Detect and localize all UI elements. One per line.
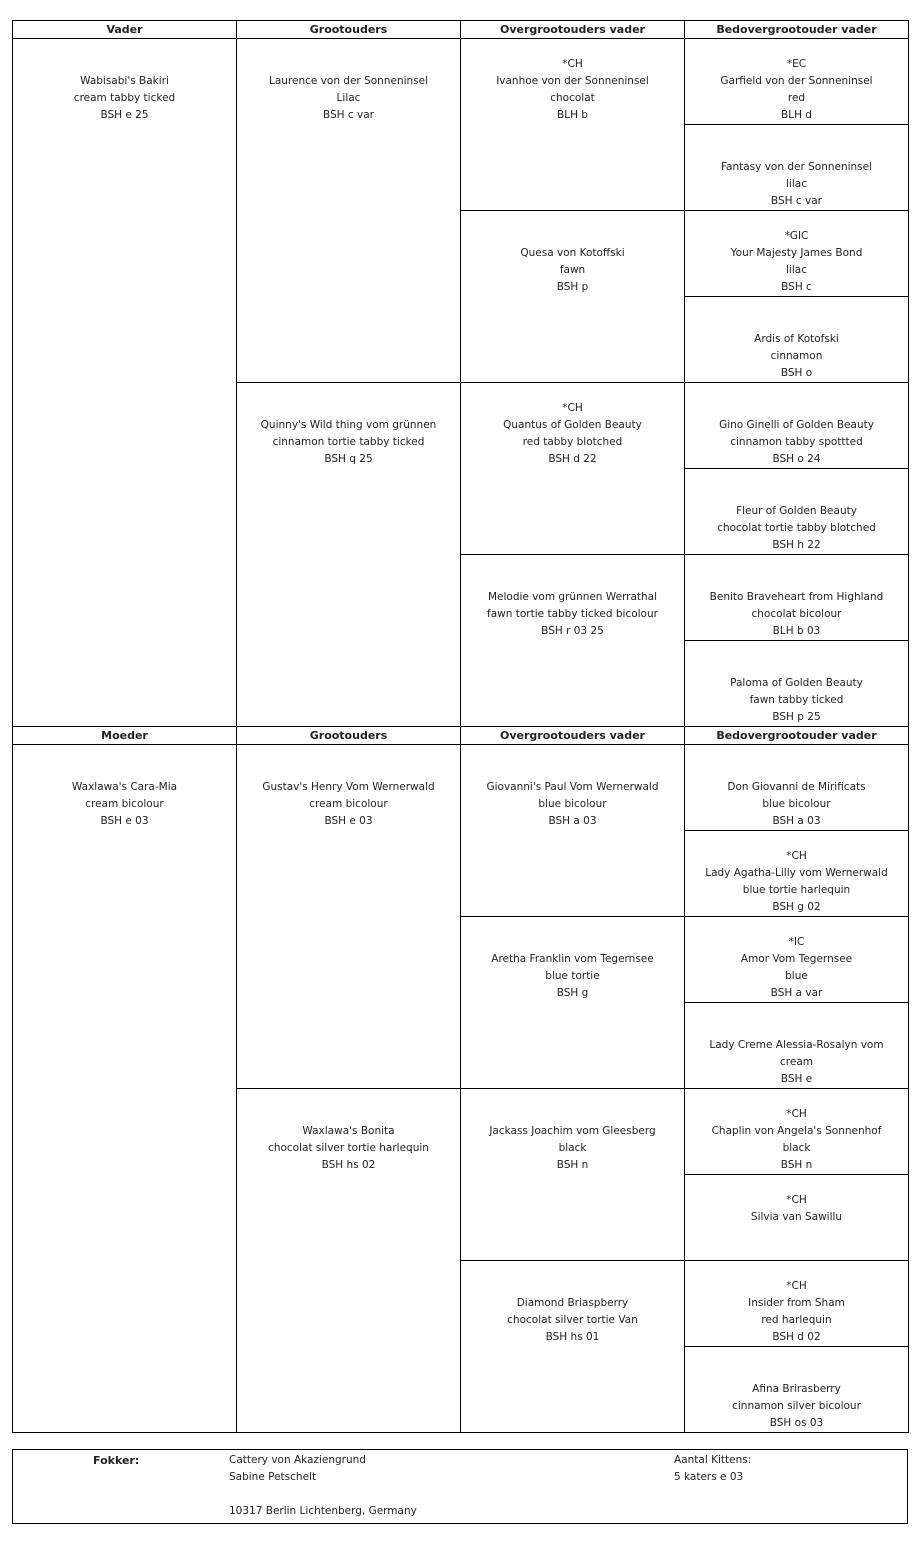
pedigree-line: fawn tabby ticked [749, 694, 844, 706]
header-bedovergrootouder: Bedovergrootouder vader [685, 21, 909, 39]
pedigree-line: BSH n [556, 1159, 589, 1171]
sire-cell [13, 39, 237, 727]
dam-great-grandparent-1 [461, 745, 685, 917]
pedigree-line: *CH [786, 850, 807, 862]
pedigree-line: BSH hs 01 [545, 1331, 600, 1343]
pedigree-line: cream bicolour [309, 798, 388, 810]
pedigree-line: *CH [786, 1108, 807, 1120]
sire-section [13, 21, 909, 727]
pedigree-line: BSH p [556, 281, 589, 293]
dam-great-grandparent-4 [461, 1261, 685, 1433]
dam-header-row [13, 727, 909, 745]
pedigree-line: Ardis of Kotofski [754, 333, 839, 345]
sire-ggp-7 [685, 555, 909, 641]
pedigree-line: Benito Braveheart from Highland [709, 591, 884, 603]
pedigree-line: Wabisabi's Bakiri [80, 75, 169, 87]
pedigree-line: BSH c var [323, 109, 374, 121]
dam-ggp-3 [685, 917, 909, 1003]
pedigree-line: *CH [562, 402, 583, 414]
header-grootouders-dam: Grootouders [237, 727, 461, 745]
sire-ggp-6 [685, 469, 909, 555]
dam-ggp-6 [685, 1175, 909, 1261]
pedigree-line: blue bicolour [538, 798, 607, 810]
pedigree-line: BSH d 02 [772, 1331, 821, 1343]
pedigree-line: blue [785, 970, 808, 982]
pedigree-line: black [782, 1142, 811, 1154]
pedigree-line: BSH n [780, 1159, 813, 1171]
pedigree-line: BSH o 24 [772, 453, 821, 465]
pedigree-line: cinnamon silver bicolour [732, 1400, 861, 1412]
header-overgrootouders-dam: Overgrootouders vader [461, 727, 685, 745]
pedigree-line: black [558, 1142, 587, 1154]
header-moeder: Moeder [13, 727, 237, 745]
pedigree-line: Quinny's Wild thing vom grünnen [260, 419, 437, 431]
pedigree-line: Melodie vom grünnen Werrathal [487, 591, 658, 603]
pedigree-line: Quantus of Golden Beauty [503, 419, 642, 431]
pedigree-line: Paloma of Golden Beauty [730, 677, 863, 689]
pedigree-line: BSH e 03 [100, 815, 149, 827]
pedigree-line: *CH [786, 1280, 807, 1292]
sire-great-grandparent-3 [461, 383, 685, 555]
pedigree-line: chocolat silver tortie Van [507, 1314, 638, 1326]
sire-ggp-5 [685, 383, 909, 469]
pedigree-line: BSH e 03 [324, 815, 373, 827]
pedigree-line: Ivanhoe von der Sonneninsel [496, 75, 649, 87]
pedigree-line: cinnamon [770, 350, 823, 362]
sire-great-grandparent-2 [461, 211, 685, 383]
pedigree-line: red harlequin [761, 1314, 832, 1326]
pedigree-line: Insider from Sham [748, 1297, 845, 1309]
pedigree-line: Gino Ginelli of Golden Beauty [719, 419, 874, 431]
pedigree-line: red [787, 92, 806, 104]
pedigree-line: cream bicolour [85, 798, 164, 810]
pedigree-line: Lady Agatha-Lilly vom Wernerwald [705, 867, 888, 879]
pedigree-line: Waxlawa's Bonita [302, 1125, 395, 1137]
sire-ggp-2 [685, 125, 909, 211]
dam-section [13, 727, 909, 1433]
pedigree-line: Lilac [336, 92, 361, 104]
header-grootouders: Grootouders [237, 21, 461, 39]
dam-great-grandparent-2 [461, 917, 685, 1089]
pedigree-line: chocolat silver tortie harlequin [268, 1142, 429, 1154]
fokker-label: Fokker: [93, 1454, 140, 1467]
pedigree-line: BSH p 25 [772, 711, 821, 723]
pedigree-line: Your Majesty James Bond [730, 247, 863, 259]
pedigree-line: fawn [559, 264, 586, 276]
pedigree-line: BSH a var [770, 987, 823, 999]
pedigree-line: blue tortie [545, 970, 600, 982]
dam-grandparent-2 [237, 1089, 461, 1433]
sire-ggp-4 [685, 297, 909, 383]
pedigree-line: BSH c var [771, 195, 822, 207]
pedigree-line: cream tabby ticked [73, 92, 176, 104]
pedigree-line: BSH c [781, 281, 812, 293]
pedigree-line: Afina Brirasberry [752, 1383, 841, 1395]
dam-great-grandparent-3 [461, 1089, 685, 1261]
kittens-label: Aantal Kittens: [674, 1454, 752, 1466]
sire-grandparent-2 [237, 383, 461, 727]
pedigree-line: blue tortie harlequin [742, 884, 851, 896]
sire-ggp-8 [685, 641, 909, 727]
pedigree-line: BLH d [781, 109, 812, 121]
sire-header-row [13, 21, 909, 39]
pedigree-line: cinnamon tabby spottted [730, 436, 863, 448]
dam-ggp-5 [685, 1089, 909, 1175]
pedigree-line: chocolat [550, 92, 595, 104]
pedigree-line: chocolat tortie tabby blotched [717, 522, 876, 534]
header-bedovergrootouder-dam: Bedovergrootouder vader [685, 727, 909, 745]
pedigree-line: *GIC [784, 230, 809, 242]
breeder-footer [12, 1449, 908, 1524]
pedigree-line: Lady Creme Alessia-Rosalyn vom [709, 1039, 884, 1051]
sire-great-grandparent-4 [461, 555, 685, 727]
kittens-value: 5 katers e 03 [674, 1471, 744, 1483]
pedigree-line: *EC [786, 58, 807, 70]
pedigree-line: BSH e 25 [100, 109, 149, 121]
pedigree-line: *CH [562, 58, 583, 70]
pedigree-line: Aretha Franklin vom Tegernsee [491, 953, 654, 965]
pedigree-line: Amor Vom Tegernsee [740, 953, 853, 965]
dam-ggp-1 [685, 745, 909, 831]
sire-ggp-3 [685, 211, 909, 297]
pedigree-line: Jackass Joachim vom Gleesberg [489, 1125, 656, 1137]
cattery-name: Cattery von Akaziengrund [229, 1454, 366, 1466]
pedigree-line: BSH h 22 [772, 539, 821, 551]
pedigree-line: chocolat bicolour [751, 608, 842, 620]
pedigree-line: BSH o [780, 367, 813, 379]
pedigree-line: BSH a 03 [772, 815, 821, 827]
pedigree-line: Fantasy von der Sonneninsel [720, 161, 873, 173]
dam-ggp-4 [685, 1003, 909, 1089]
sire-grandparent-1 [237, 39, 461, 383]
address-spacer [229, 1486, 417, 1503]
header-vader: Vader [13, 21, 237, 39]
pedigree-line: BSH g [556, 987, 589, 999]
pedigree-line: blue bicolour [762, 798, 831, 810]
breeder-address [229, 1452, 417, 1520]
pedigree-line: BSH os 03 [769, 1417, 824, 1429]
pedigree-line: BSH q 25 [324, 453, 373, 465]
pedigree-line: Diamond Briaspberry [516, 1297, 629, 1309]
pedigree-line: Quesa von Kotoffski [520, 247, 625, 259]
pedigree-line: *IC [788, 936, 805, 948]
pedigree-line: BSH r 03 25 [541, 625, 604, 637]
pedigree-table [12, 20, 909, 1433]
dam-ggp-7 [685, 1261, 909, 1347]
pedigree-line: lilac [786, 264, 807, 276]
pedigree-line: Garfield von der Sonneninsel [720, 75, 873, 87]
pedigree-line: BLH b 03 [772, 625, 821, 637]
pedigree-line: Chaplin von Angela's Sonnenhof [711, 1125, 882, 1137]
dam-ggp-8 [685, 1347, 909, 1433]
pedigree-line: lilac [786, 178, 807, 190]
pedigree-line: Don Giovanni de Mirificats [727, 781, 866, 793]
breeder-city: 10317 Berlin Lichtenberg, Germany [229, 1505, 417, 1517]
pedigree-line: BLH b [557, 109, 588, 121]
pedigree-line: Laurence von der Sonneninsel [268, 75, 429, 87]
pedigree-line: BSH hs 02 [321, 1159, 376, 1171]
sire-ggp-1 [685, 39, 909, 125]
pedigree-line: BSH e [780, 1073, 813, 1085]
pedigree-line: red tabby blotched [522, 436, 623, 448]
pedigree-line: Fleur of Golden Beauty [736, 505, 857, 517]
pedigree-line: BSH g 02 [772, 901, 821, 913]
sire-great-grandparent-1 [461, 39, 685, 211]
pedigree-line: *CH [786, 1194, 807, 1206]
pedigree-line: cinnamon tortie tabby ticked [272, 436, 425, 448]
dam-ggp-2 [685, 831, 909, 917]
pedigree-line: Waxlawa's Cara-Mia [71, 781, 178, 793]
pedigree-line: Silvia van Sawillu [750, 1211, 843, 1223]
pedigree-line: Gustav's Henry Vom Wernerwald [262, 781, 435, 793]
pedigree-line: BSH d 22 [548, 453, 597, 465]
kittens-info [674, 1452, 751, 1486]
pedigree-line: fawn tortie tabby ticked bicolour [487, 608, 658, 620]
dam-cell [13, 745, 237, 1433]
pedigree-line: BSH a 03 [548, 815, 597, 827]
pedigree-line: Giovanni's Paul Vom Wernerwald [486, 781, 659, 793]
breeder-name: Sabine Petschelt [229, 1471, 317, 1483]
dam-grandparent-1 [237, 745, 461, 1089]
pedigree-line: cream [780, 1056, 813, 1068]
header-overgrootouders: Overgrootouders vader [461, 21, 685, 39]
